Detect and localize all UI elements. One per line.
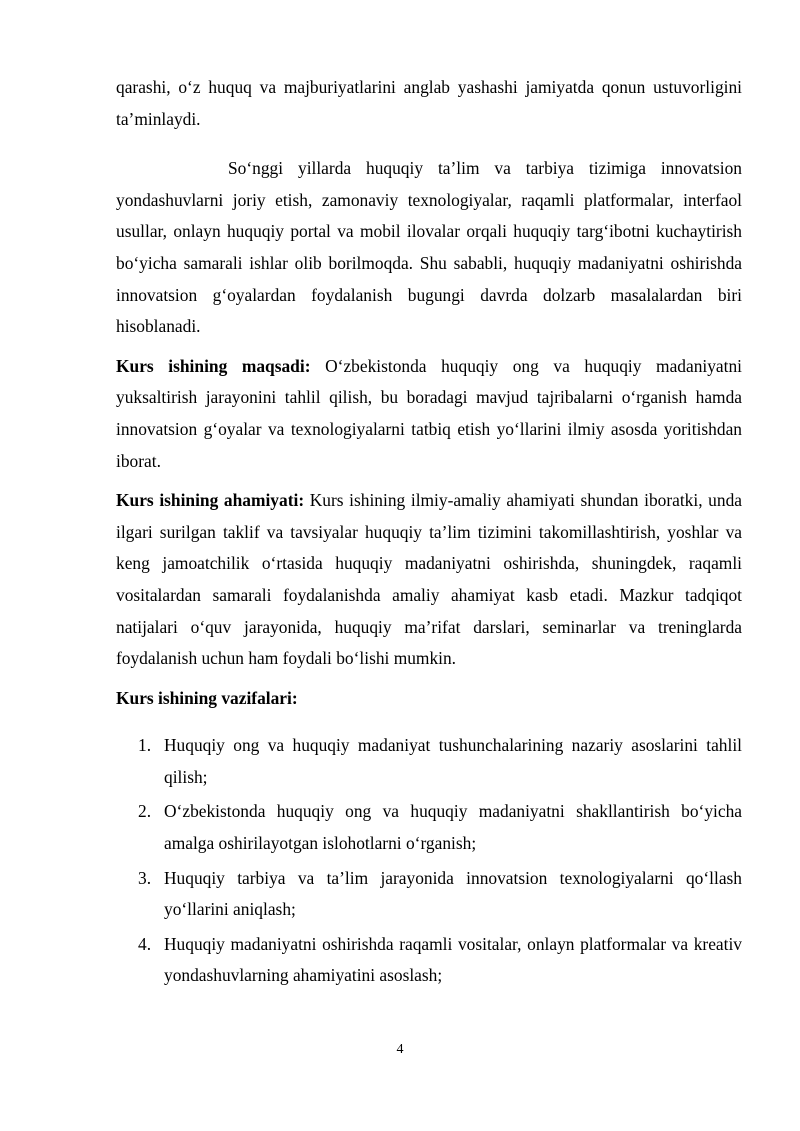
paragraph-goal [116, 351, 742, 477]
goal-text: O‘zbekistonda huquqiy ong va huquqiy madaniyatni yuksaltirish jarayonini tahlil qilish, bu boradagi mavjud tajribalarni o‘rganish hamda innovatsion g‘oyalar va texnologiyalarni tatbiq etish yo‘llarini ilmiy asosda yoritishdan iborat. [116, 355, 742, 471]
list-item [116, 863, 742, 926]
list-item-number: 4. [138, 933, 152, 954]
tasks-heading: Kurs ishining vazifalari: [116, 687, 298, 708]
list-item-text: Huquqiy ong va huquqiy madaniyat tushunchalarining nazariy asoslarini tahlil qilish; [164, 735, 742, 787]
list-item-text: Huquqiy madaniyatni oshirishda raqamli vositalar, onlayn platformalar va kreativ yondashuvlarning ahamiyatini asoslash; [164, 933, 742, 986]
paragraph-innovation: So‘nggi yillarda huquqiy ta’lim va tarbiya tizimiga innovatsion yondashuvlarni joriy etish, zamonaviy texnologiyalar, raqamli platformalar, interfaol usullar, onlayn huquqiy portal va mobil ilovalar orqali huquqiy targ‘ibotni kuchaytirish bo‘yicha samarali ishlar olib borilmoqda. Shu sababli, huquqiy madaniyatni oshirishda innovatsion g‘oyalardan foydalanish bugungi davrda dolzarb masalalardan biri hisoblanadi. [116, 158, 742, 337]
importance-label: Kurs ishining ahamiyati: [116, 490, 305, 511]
list-item-number: 3. [138, 867, 152, 888]
list-item [116, 730, 742, 793]
importance-text: Kurs ishining ilmiy-amaliy ahamiyati shundan iboratki, unda ilgari surilgan taklif va tavsiyalar huquqiy ta’lim tizimini takomillashtirish, yoshlar va keng jamoatchilik o‘rtasida huquqiy madaniyatni oshirishda, shuningdek, raqamli vositalardan samarali foydalanishda amaliy ahamiyat kasb etadi. Mazkur tadqiqot natijalari o‘quv jarayonida, huquqiy ma’rifat darslari, seminarlar va treninglarda foydalanish uchun ham foydali bo‘lishi mumkin. [116, 490, 742, 669]
goal-label: Kurs ishining maqsadi: [116, 355, 311, 376]
tasks-list [116, 730, 742, 992]
page-body [116, 72, 742, 995]
list-item [116, 796, 742, 859]
page-number: 4 [396, 1042, 404, 1057]
list-item-number: 2. [138, 801, 152, 822]
list-item-text: O‘zbekistonda huquqiy ong va huquqiy madaniyatni shakllantirish bo‘yicha amalga oshirilayotgan islohotlarni o‘rganish; [164, 801, 742, 854]
paragraph-continued: qarashi, o‘z huquq va majburiyatlarini anglab yashashi jamiyatda qonun ustuvorligini ta’minlaydi. [116, 77, 742, 129]
list-item-text: Huquqiy tarbiya va ta’lim jarayonida innovatsion texnologiyalarni qo‘llash yo‘llarini aniqlash; [164, 867, 742, 920]
list-item [116, 929, 742, 992]
list-item-number: 1. [138, 735, 152, 756]
paragraph-importance [116, 485, 742, 675]
